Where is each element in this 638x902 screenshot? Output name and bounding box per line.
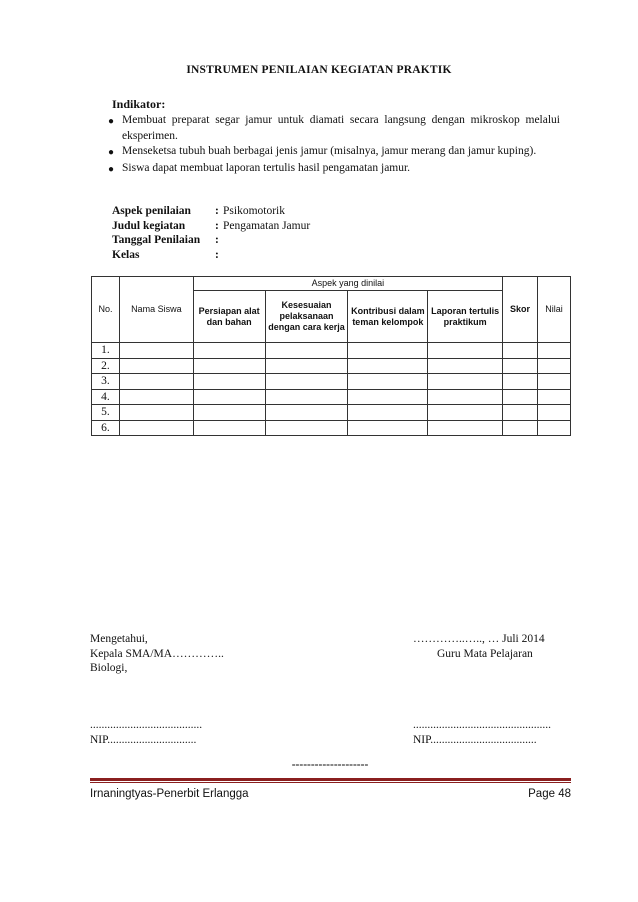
indikator-text: Siswa dapat membuat laporan tertulis hasil pengamatan jamur. (122, 161, 411, 174)
aspek-row (112, 204, 310, 219)
cell-kesesuaian (265, 358, 348, 374)
footer-divider-thick (90, 778, 571, 781)
date-text: …………..….., … Juli 2014 (413, 633, 545, 645)
assessment-table (91, 276, 571, 436)
cell-nilai (538, 420, 571, 436)
row-number: 3. (92, 374, 120, 390)
mengetahui-text: Mengetahui, (90, 633, 148, 645)
cell-nama (119, 420, 193, 436)
bullet-icon: ● (107, 147, 115, 158)
aspek-label: Judul kegiatan (112, 219, 186, 232)
footer-author: Irnaningtyas-Penerbit Erlangga (90, 788, 249, 800)
name-dots: ....................................... (90, 719, 203, 731)
table-row (92, 405, 571, 421)
signature-right-block (413, 632, 573, 661)
cell-persiapan (193, 389, 265, 405)
page-number: Page 48 (528, 788, 571, 800)
cell-kontribusi (348, 343, 428, 359)
nip-left: NIP............................... (90, 733, 197, 746)
aspek-value: Pengamatan Jamur (223, 219, 311, 232)
cell-kontribusi (348, 374, 428, 390)
cell-skor (503, 358, 538, 374)
document-title: INSTRUMEN PENILAIAN KEGIATAN PRAKTIK (186, 64, 452, 76)
indikator-list (100, 113, 560, 177)
aspek-label: Aspek penilaian (112, 205, 191, 217)
cell-persiapan (193, 358, 265, 374)
cell-skor (503, 420, 538, 436)
aspek-row (112, 233, 310, 248)
cell-nama (119, 358, 193, 374)
row-number: 1. (92, 343, 120, 359)
cell-kesesuaian (265, 389, 348, 405)
kepala-sekolah-text: Kepala SMA/MA………….. (90, 647, 224, 660)
colon: : (215, 234, 219, 246)
separator-dashes: -------------------- (291, 759, 369, 771)
indikator-text: Menseketsa tubuh buah berbagai jenis jamur (misalnya, jamur merang dan jamur kuping). (122, 145, 537, 157)
header-skor: Skor (503, 277, 538, 343)
cell-persiapan (193, 420, 265, 436)
cell-nilai (538, 374, 571, 390)
header-nilai: Nilai (538, 277, 571, 343)
cell-nama (119, 343, 193, 359)
cell-nama (119, 405, 193, 421)
bullet-icon: ● (107, 163, 115, 175)
cell-kontribusi (348, 358, 428, 374)
header-aspek-persiapan: Persiapan alat dan bahan (193, 291, 265, 343)
signature-left-block (90, 632, 224, 676)
indikator-item (100, 161, 560, 178)
cell-nilai (538, 358, 571, 374)
biologi-text: Biologi, (90, 662, 128, 674)
table-row (92, 389, 571, 405)
cell-laporan (428, 389, 503, 405)
cell-kontribusi (348, 389, 428, 405)
cell-nilai (538, 405, 571, 421)
cell-kontribusi (348, 420, 428, 436)
table-row (92, 343, 571, 359)
cell-skor (503, 405, 538, 421)
signature-right-name (413, 718, 551, 747)
row-number: 4. (92, 389, 120, 405)
cell-kesesuaian (265, 420, 348, 436)
indikator-heading: Indikator: (112, 97, 166, 111)
colon: : (215, 248, 219, 261)
signature-left-name (90, 718, 202, 747)
cell-kesesuaian (265, 405, 348, 421)
header-nama-siswa: Nama Siswa (119, 277, 193, 343)
indikator-item (100, 113, 560, 144)
aspek-value: Psikomotorik (223, 205, 285, 217)
bullet-icon: ● (107, 116, 115, 127)
name-dots: ................................................ (413, 719, 551, 731)
indikator-item (100, 144, 560, 161)
header-aspek-kesesuaian: Kesesuaian pelaksanaan dengan cara kerja (265, 291, 348, 343)
cell-persiapan (193, 343, 265, 359)
cell-laporan (428, 420, 503, 436)
row-number: 6. (92, 420, 120, 436)
cell-laporan (428, 343, 503, 359)
header-aspek-kontribusi: Kontribusi dalam teman kelompok (348, 291, 428, 343)
aspek-row (112, 248, 310, 263)
cell-skor (503, 374, 538, 390)
cell-kontribusi (348, 405, 428, 421)
table-row (92, 358, 571, 374)
aspek-info-block (112, 204, 310, 262)
cell-nilai (538, 343, 571, 359)
cell-nama (119, 389, 193, 405)
nip-right: NIP..................................... (413, 733, 537, 746)
row-number: 2. (92, 358, 120, 374)
cell-laporan (428, 374, 503, 390)
aspek-row (112, 219, 310, 234)
row-number: 5. (92, 405, 120, 421)
cell-skor (503, 343, 538, 359)
cell-kesesuaian (265, 374, 348, 390)
cell-persiapan (193, 405, 265, 421)
cell-nilai (538, 389, 571, 405)
header-no: No. (92, 277, 120, 343)
cell-nama (119, 374, 193, 390)
cell-laporan (428, 405, 503, 421)
cell-laporan (428, 358, 503, 374)
colon: : (215, 219, 219, 232)
aspek-label: Kelas (112, 248, 140, 261)
indikator-text: Membuat preparat segar jamur untuk diamati secara langsung dengan mikroskop melalui eksperimen. (122, 114, 560, 142)
cell-persiapan (193, 374, 265, 390)
header-aspek-group: Aspek yang dinilai (193, 277, 502, 291)
table-row (92, 420, 571, 436)
footer-divider-thin (90, 782, 571, 783)
guru-text: Guru Mata Pelajaran (437, 647, 533, 660)
cell-skor (503, 389, 538, 405)
aspek-label: Tanggal Penilaian (112, 234, 201, 246)
table-row (92, 374, 571, 390)
header-aspek-laporan: Laporan tertulis praktikum (428, 291, 503, 343)
cell-kesesuaian (265, 343, 348, 359)
colon: : (215, 205, 219, 217)
